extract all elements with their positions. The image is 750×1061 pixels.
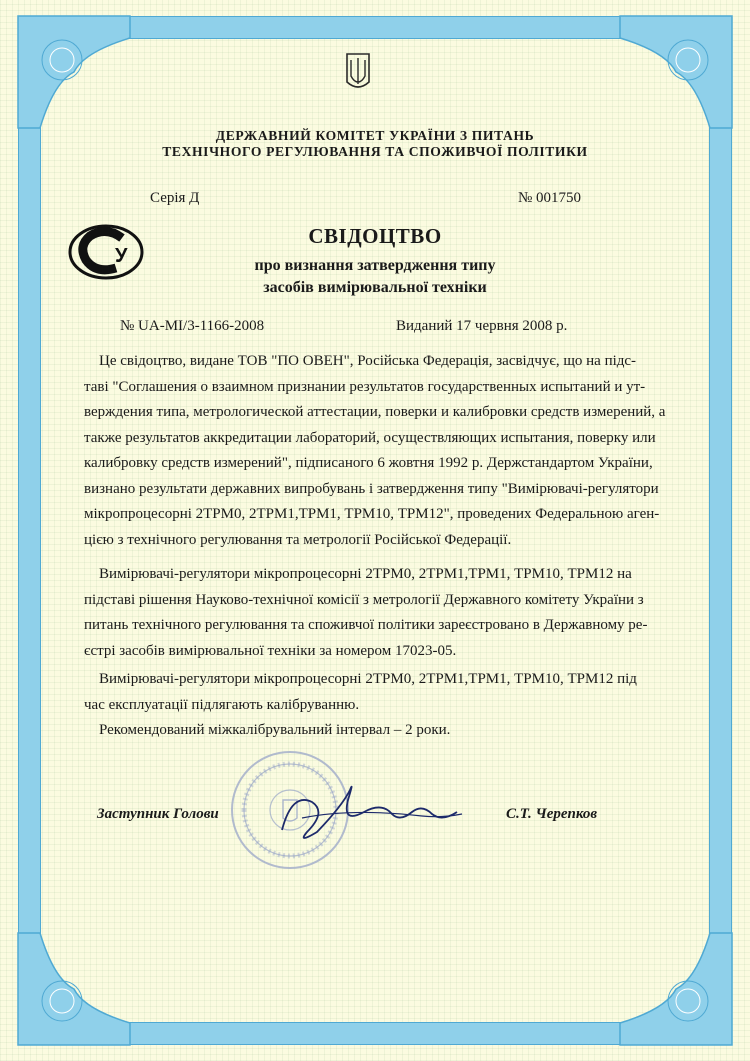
body-line: питань технічного регулювання та споживчої політики зареєстровано в Державному ре- [84,617,648,633]
handwritten-signature [272,772,472,852]
body-paragraph-4 [99,718,651,744]
body-line: час експлуатації підлягають калібруванню. [84,696,360,713]
body-line: Вимірювачі-регулятори мікропроцесорні 2ТРМ0, 2ТРМ1,ТРМ1, ТРМ10, ТРМ12 на [99,566,632,582]
body-line: калибровку средств измерений", підписаного 6 жовтня 1992 р. Держстандартом України, [84,455,653,471]
body-line: підставі рішення Науково-технічної комісії з метрології Державного комітету України з [84,591,644,608]
body-line: Це свідоцтво, видане ТОВ "ПО ОВЕН", Російська Федерація, засвідчує, що на підс- [99,353,637,369]
corner-ornament-top-right [616,12,736,132]
trident-emblem-icon [345,52,371,94]
corner-ornament-bottom-left [14,929,134,1049]
body-line: єстрі засобів вимірювальної техніки за номером 17023-05. [84,642,457,659]
logo-letter: У [115,245,128,267]
issue-date: Виданий 17 червня 2008 р. [396,318,568,334]
signatory-name: С.Т. Черепков [506,806,598,822]
signatory-position: Заступник Голови [97,806,219,822]
body-line: также результатов аккредитации лабораторий, осуществляющих испытания, поверку или [84,429,656,446]
body-paragraph-1 [84,349,666,553]
certificate-number: № 001750 [518,190,582,206]
body-paragraph-3 [84,667,651,718]
registration-number: № UA-MI/3-1166-2008 [120,318,265,334]
body-line: визнано результати державних випробувань і затвердження типу "Вимірювачі-регулятори [84,480,659,497]
corner-ornament-top-left [14,12,134,132]
body-paragraph-2 [84,562,651,664]
issuer-name-line-2: ТЕХНІЧНОГО РЕГУЛЮВАННЯ ТА СПОЖИВЧОЇ ПОЛІТИКИ [162,144,588,159]
document-title: СВІДОЦТВО [308,224,442,248]
issuer-name-line-1: ДЕРЖАВНИЙ КОМІТЕТ УКРАЇНИ З ПИТАНЬ [215,128,535,143]
document-subtitle-line-2: засобів вимірювальної техніки [263,279,487,296]
body-line: таві "Соглашения о взаимном признании результатов государственных испытаний и ут- [84,378,646,395]
document-subtitle-line-1: про визнання затвердження типу [254,257,496,274]
corner-ornament-bottom-right [616,929,736,1049]
body-line: цією з технічного регулювання та метрології Російської Федерації. [84,531,512,548]
series-label: Серія Д [150,190,200,206]
body-line: Вимірювачі-регулятори мікропроцесорні 2ТРМ0, 2ТРМ1,ТРМ1, ТРМ10, ТРМ12 під [99,671,637,687]
body-line: верждения типа, метрологической аттестации, поверки и калибровки средств измерений, а [84,404,666,420]
body-line: Рекомендований міжкалібрувальний інтервал – 2 роки. [99,722,451,738]
body-line: мікропроцесорні 2ТРМ0, 2ТРМ1,ТРМ1, ТРМ10, ТРМ12", проведених Федеральною аген- [84,506,660,522]
